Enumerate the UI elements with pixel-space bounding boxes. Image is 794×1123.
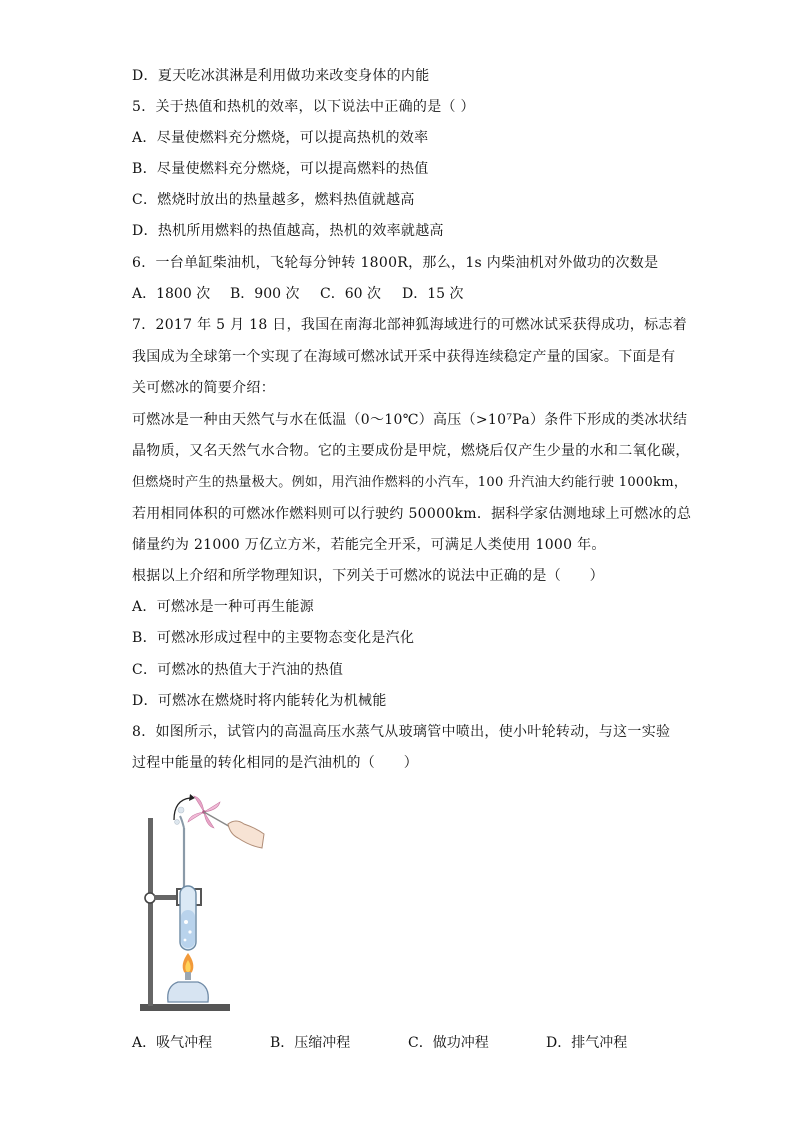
rotation-arrow-head (189, 794, 195, 801)
q7-passage-line-4: 若用相同体积的可燃冰作燃料则可以行驶约 50000km．据科学家估测地球上可燃冰的总 (132, 506, 692, 522)
q7-option-b: B．可燃冰形成过程中的主要物态变化是汽化 (132, 630, 415, 646)
q7-option-c: C．可燃冰的热值大于汽油的热值 (132, 662, 344, 678)
q5-option-b: B．尽量使燃料充分燃烧，可以提高燃料的热值 (132, 161, 429, 177)
q6-option-b: B．900 次 (230, 286, 300, 302)
hand (228, 821, 264, 848)
q4-option-d: D．夏天吃冰淇淋是利用做功来改变身体的内能 (132, 68, 430, 84)
q7-stem-line-2: 我国成为全球第一个实现了在海域可燃冰试开采中获得连续稳定产量的国家。下面是有 (132, 349, 676, 365)
stand-rod (148, 818, 153, 1006)
alcohol-burner (168, 982, 209, 1002)
stand-base (140, 1004, 230, 1011)
q8-stem-line-1: 8．如图所示，试管内的高温高压水蒸气从玻璃管中喷出，使小叶轮转动，与这一实验 (132, 724, 671, 740)
q8-stem-line-2: 过程中能量的转化相同的是汽油机的（ ） (132, 755, 418, 771)
bubble (184, 920, 188, 924)
tube-water (181, 910, 195, 948)
nozzle-tip (180, 816, 184, 828)
experiment-illustration (132, 790, 282, 1020)
bubble (184, 939, 187, 942)
clamp-knob (145, 893, 155, 903)
q5-option-d: D．热机所用燃料的热值越高，热机的效率就越高 (132, 223, 444, 239)
q7-stem-line-1: 7．2017 年 5 月 18 日，我国在南海北部神狐海域进行的可燃冰试采获得成功，标志着 (132, 317, 688, 333)
q8-option-a: A．吸气冲程 (132, 1035, 213, 1051)
q7-question: 根据以上介绍和所学物理知识，下列关于可燃冰的说法中正确的是（ ） (132, 568, 604, 584)
q6-stem: 6．一台单缸柴油机，飞轮每分钟转 1800R，那么，1s 内柴油机对外做功的次数是 (132, 255, 659, 271)
q5-stem: 5．关于热值和热机的效率，以下说法中正确的是（ ） (132, 99, 475, 115)
q7-passage-line-1: 可燃冰是一种由天然气与水在低温（0～10℃）高压（>10⁷Pa）条件下形成的类冰状结 (132, 412, 688, 428)
q6-option-a: A．1800 次 (132, 286, 211, 302)
q7-passage-line-5: 储量约为 21000 万亿立方米，若能完全开采，可满足人类使用 1000 年。 (132, 537, 606, 553)
clamp-arm (154, 895, 178, 900)
q7-stem-line-3: 关可燃冰的简要介绍： (132, 380, 275, 396)
q6-option-c: C．60 次 (320, 286, 381, 302)
q7-option-a: A．可燃冰是一种可再生能源 (132, 599, 315, 615)
steam-pinwheel-figure (132, 790, 282, 1020)
q5-option-c: C．燃烧时放出的热量越多，燃料热值就越高 (132, 192, 415, 208)
bubble (188, 930, 191, 933)
burner-wick-holder (185, 972, 191, 980)
q8-option-d: D．排气冲程 (546, 1035, 628, 1051)
q8-option-b: B．压缩冲程 (270, 1035, 351, 1051)
q7-passage-line-2: 晶物质，又名天然气水合物。它的主要成份是甲烷，燃烧后仅产生少量的水和二氧化碳， (132, 443, 690, 459)
q8-option-c: C．做功冲程 (408, 1035, 489, 1051)
q8-options (132, 1033, 652, 1053)
q7-passage-line-3: 但燃烧时产生的热量极大。例如，用汽油作燃料的小汽车，100 升汽油大约能行驶 1000km， (132, 475, 688, 490)
steam-puff (175, 820, 180, 825)
q5-option-a: A．尽量使燃料充分燃烧，可以提高热机的效率 (132, 130, 429, 146)
q6-options (132, 284, 552, 304)
q7-option-d: D．可燃冰在燃烧时将内能转化为机械能 (132, 693, 387, 709)
q6-option-d: D．15 次 (402, 286, 464, 302)
steam-puff (178, 807, 184, 813)
